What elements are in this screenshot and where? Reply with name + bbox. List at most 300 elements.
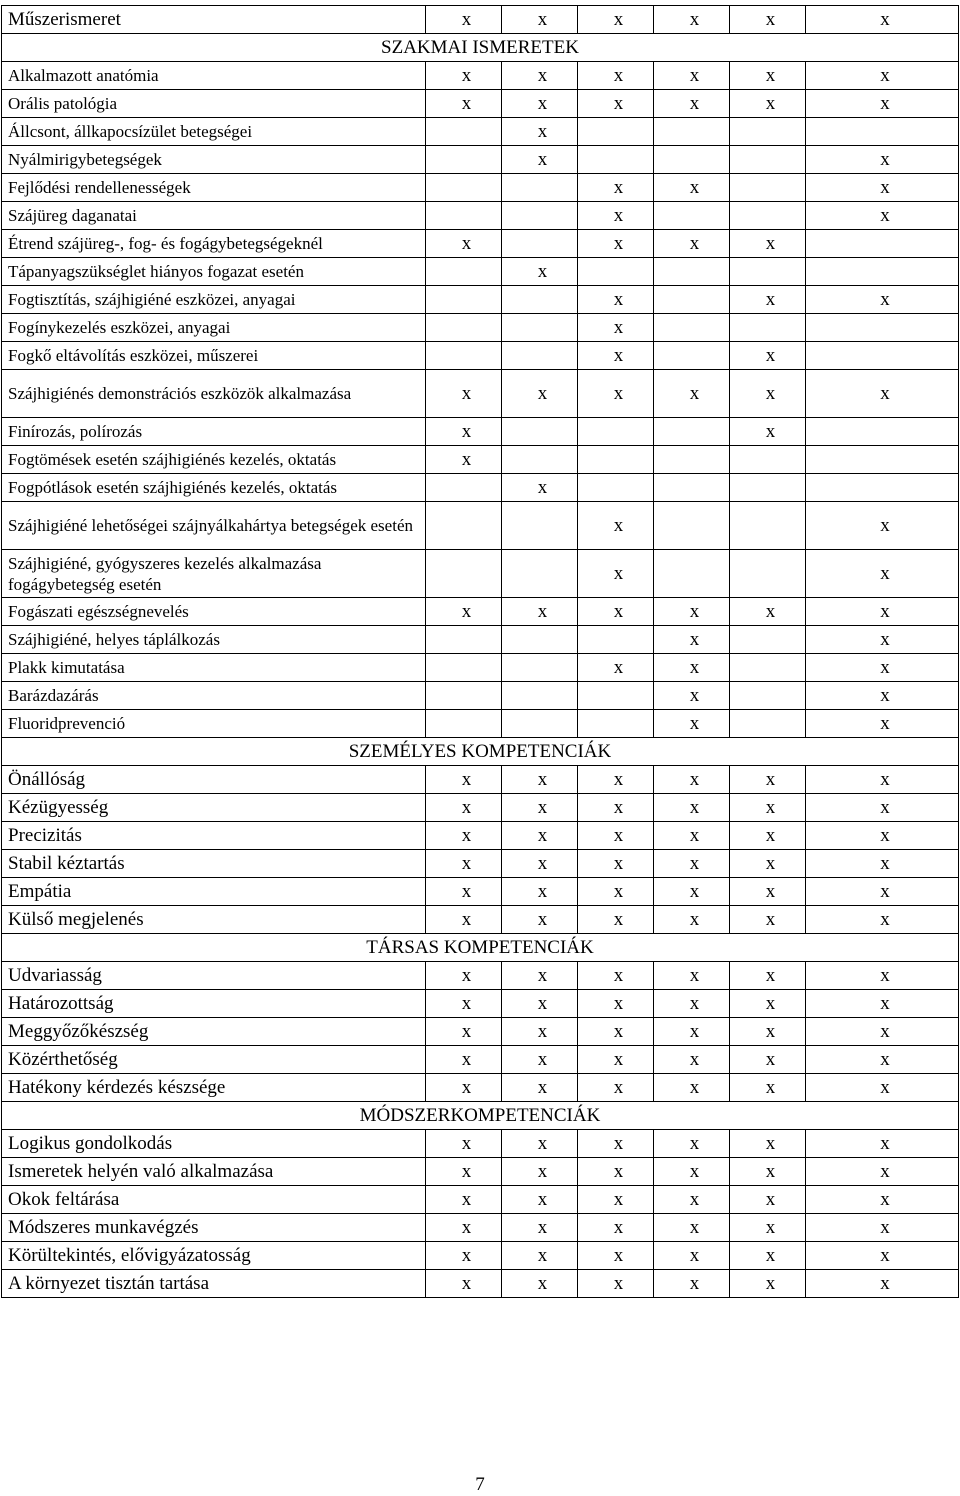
mark-cell: x [578, 1214, 654, 1242]
row-label: Határozottság [2, 990, 426, 1018]
mark-cell: x [806, 6, 959, 34]
mark-cell: x [502, 766, 578, 794]
mark-cell: x [730, 1242, 806, 1270]
table-row [2, 1046, 959, 1074]
mark-cell [654, 446, 730, 474]
mark-cell: x [578, 550, 654, 598]
row-label: Kézügyesség [2, 794, 426, 822]
section-heading: SZEMÉLYES KOMPETENCIÁK [2, 738, 959, 766]
mark-cell: x [654, 1186, 730, 1214]
table-row [2, 474, 959, 502]
mark-cell [730, 258, 806, 286]
mark-cell [806, 230, 959, 258]
mark-cell [502, 314, 578, 342]
mark-cell [502, 202, 578, 230]
mark-cell: x [426, 766, 502, 794]
row-label: Szájüreg daganatai [2, 202, 426, 230]
row-label: Hatékony kérdezés készsége [2, 1074, 426, 1102]
mark-cell: x [502, 1214, 578, 1242]
mark-cell: x [806, 1130, 959, 1158]
mark-cell: x [730, 1130, 806, 1158]
row-label: Orális patológia [2, 90, 426, 118]
mark-cell: x [502, 822, 578, 850]
mark-cell [426, 342, 502, 370]
mark-cell [730, 118, 806, 146]
mark-cell: x [654, 1270, 730, 1298]
mark-cell: x [730, 962, 806, 990]
mark-cell: x [654, 6, 730, 34]
section-header-row [2, 934, 959, 962]
mark-cell: x [806, 286, 959, 314]
mark-cell: x [578, 654, 654, 682]
mark-cell [502, 174, 578, 202]
table-row [2, 1074, 959, 1102]
mark-cell [654, 502, 730, 550]
mark-cell: x [502, 1018, 578, 1046]
mark-cell: x [654, 990, 730, 1018]
mark-cell: x [502, 1158, 578, 1186]
mark-cell [502, 682, 578, 710]
mark-cell: x [654, 1158, 730, 1186]
table-row [2, 654, 959, 682]
row-label: Állcsont, állkapocsízület betegségei [2, 118, 426, 146]
mark-cell [806, 418, 959, 446]
mark-cell: x [730, 822, 806, 850]
mark-cell: x [578, 1130, 654, 1158]
mark-cell [426, 202, 502, 230]
mark-cell [426, 682, 502, 710]
mark-cell: x [730, 62, 806, 90]
mark-cell [426, 654, 502, 682]
mark-cell: x [502, 62, 578, 90]
mark-cell: x [578, 598, 654, 626]
mark-cell: x [730, 418, 806, 446]
mark-cell: x [426, 850, 502, 878]
row-label: A környezet tisztán tartása [2, 1270, 426, 1298]
mark-cell: x [730, 90, 806, 118]
mark-cell: x [730, 1186, 806, 1214]
row-label: Fogkő eltávolítás eszközei, műszerei [2, 342, 426, 370]
mark-cell: x [806, 906, 959, 934]
mark-cell [806, 258, 959, 286]
mark-cell: x [806, 62, 959, 90]
table-row [2, 502, 959, 550]
row-label: Meggyőzőkészség [2, 1018, 426, 1046]
row-label: Fogínykezelés eszközei, anyagai [2, 314, 426, 342]
mark-cell [654, 258, 730, 286]
table-row [2, 1214, 959, 1242]
section-header-row [2, 738, 959, 766]
mark-cell: x [654, 598, 730, 626]
mark-cell: x [502, 6, 578, 34]
mark-cell [578, 118, 654, 146]
table-row [2, 906, 959, 934]
row-label: Precizitás [2, 822, 426, 850]
mark-cell [502, 286, 578, 314]
mark-cell: x [730, 1046, 806, 1074]
mark-cell: x [502, 1130, 578, 1158]
mark-cell: x [654, 1242, 730, 1270]
section-header-row [2, 1102, 959, 1130]
mark-cell [426, 258, 502, 286]
row-label: Udvariasság [2, 962, 426, 990]
mark-cell: x [578, 990, 654, 1018]
mark-cell: x [654, 850, 730, 878]
mark-cell: x [806, 502, 959, 550]
mark-cell: x [730, 766, 806, 794]
mark-cell [426, 146, 502, 174]
mark-cell: x [502, 598, 578, 626]
mark-cell: x [806, 1018, 959, 1046]
mark-cell [426, 626, 502, 654]
table-row [2, 258, 959, 286]
row-label: Fogtömések esetén szájhigiénés kezelés, oktatás [2, 446, 426, 474]
mark-cell [730, 550, 806, 598]
mark-cell: x [426, 822, 502, 850]
table-row [2, 1186, 959, 1214]
mark-cell: x [730, 6, 806, 34]
mark-cell: x [806, 550, 959, 598]
row-label: Szájhigiéné, helyes táplálkozás [2, 626, 426, 654]
mark-cell: x [806, 822, 959, 850]
mark-cell [502, 342, 578, 370]
mark-cell [426, 502, 502, 550]
mark-cell: x [502, 474, 578, 502]
table-row [2, 1130, 959, 1158]
mark-cell: x [654, 654, 730, 682]
row-label: Fejlődési rendellenességek [2, 174, 426, 202]
competency-table [1, 5, 959, 1298]
table-row [2, 230, 959, 258]
row-label: Plakk kimutatása [2, 654, 426, 682]
row-label: Szájhigiéné lehetőségei szájnyálkahártya betegségek esetén [2, 502, 426, 550]
mark-cell: x [806, 990, 959, 1018]
mark-cell: x [578, 1018, 654, 1046]
table-row [2, 418, 959, 446]
row-label: Stabil kéztartás [2, 850, 426, 878]
mark-cell [806, 342, 959, 370]
row-label: Nyálmirigybetegségek [2, 146, 426, 174]
row-label: Közérthetőség [2, 1046, 426, 1074]
mark-cell [654, 550, 730, 598]
mark-cell [502, 550, 578, 598]
table-body [2, 6, 959, 1298]
table-row [2, 1158, 959, 1186]
mark-cell [730, 202, 806, 230]
mark-cell: x [806, 370, 959, 418]
mark-cell [654, 202, 730, 230]
mark-cell: x [654, 682, 730, 710]
row-label: Szájhigiénés demonstrációs eszközök alkalmazása [2, 370, 426, 418]
mark-cell: x [426, 990, 502, 1018]
table-row [2, 710, 959, 738]
mark-cell: x [502, 794, 578, 822]
mark-cell: x [806, 626, 959, 654]
mark-cell [426, 550, 502, 598]
mark-cell: x [654, 766, 730, 794]
mark-cell [502, 446, 578, 474]
mark-cell: x [502, 370, 578, 418]
table-row [2, 990, 959, 1018]
mark-cell: x [806, 598, 959, 626]
mark-cell: x [806, 146, 959, 174]
mark-cell: x [502, 878, 578, 906]
mark-cell [502, 230, 578, 258]
mark-cell [730, 146, 806, 174]
mark-cell: x [654, 906, 730, 934]
mark-cell: x [806, 1270, 959, 1298]
mark-cell [654, 118, 730, 146]
mark-cell: x [426, 370, 502, 418]
mark-cell [578, 626, 654, 654]
mark-cell: x [654, 626, 730, 654]
mark-cell: x [654, 794, 730, 822]
mark-cell [730, 710, 806, 738]
mark-cell [654, 314, 730, 342]
mark-cell: x [502, 906, 578, 934]
mark-cell: x [806, 766, 959, 794]
mark-cell [502, 626, 578, 654]
mark-cell: x [426, 794, 502, 822]
row-label: Tápanyagszükséglet hiányos fogazat esetén [2, 258, 426, 286]
mark-cell: x [730, 1074, 806, 1102]
mark-cell: x [806, 1046, 959, 1074]
table-row [2, 1270, 959, 1298]
row-label: Étrend szájüreg-, fog- és fogágybetegségeknél [2, 230, 426, 258]
mark-cell: x [654, 1214, 730, 1242]
mark-cell [730, 502, 806, 550]
mark-cell: x [654, 230, 730, 258]
mark-cell [578, 258, 654, 286]
mark-cell: x [806, 174, 959, 202]
mark-cell: x [578, 850, 654, 878]
mark-cell: x [654, 62, 730, 90]
mark-cell: x [578, 878, 654, 906]
table-row [2, 822, 959, 850]
mark-cell [426, 314, 502, 342]
mark-cell: x [806, 1074, 959, 1102]
mark-cell: x [578, 1158, 654, 1186]
mark-cell [654, 286, 730, 314]
row-label: Fogpótlások esetén szájhigiénés kezelés, oktatás [2, 474, 426, 502]
mark-cell [502, 710, 578, 738]
mark-cell: x [426, 1130, 502, 1158]
mark-cell [578, 682, 654, 710]
mark-cell: x [730, 878, 806, 906]
mark-cell: x [654, 962, 730, 990]
mark-cell [730, 446, 806, 474]
mark-cell: x [578, 1270, 654, 1298]
mark-cell [806, 118, 959, 146]
mark-cell: x [578, 286, 654, 314]
mark-cell: x [578, 342, 654, 370]
mark-cell: x [578, 174, 654, 202]
mark-cell: x [806, 850, 959, 878]
mark-cell: x [426, 230, 502, 258]
mark-cell: x [730, 1270, 806, 1298]
row-label: Fogtisztítás, szájhigiéné eszközei, anyagai [2, 286, 426, 314]
mark-cell: x [806, 794, 959, 822]
mark-cell: x [730, 286, 806, 314]
mark-cell: x [654, 1046, 730, 1074]
mark-cell: x [578, 90, 654, 118]
page-number: 7 [475, 1474, 485, 1495]
mark-cell: x [806, 1214, 959, 1242]
mark-cell: x [426, 1158, 502, 1186]
mark-cell [578, 418, 654, 446]
mark-cell: x [426, 418, 502, 446]
mark-cell: x [578, 822, 654, 850]
row-label: Empátia [2, 878, 426, 906]
mark-cell: x [426, 962, 502, 990]
mark-cell: x [502, 1186, 578, 1214]
mark-cell: x [730, 230, 806, 258]
mark-cell: x [578, 62, 654, 90]
mark-cell: x [578, 1242, 654, 1270]
row-label: Finírozás, polírozás [2, 418, 426, 446]
table-row [2, 370, 959, 418]
mark-cell: x [426, 62, 502, 90]
mark-cell: x [730, 370, 806, 418]
table-row [2, 1242, 959, 1270]
row-label: Alkalmazott anatómia [2, 62, 426, 90]
mark-cell: x [730, 598, 806, 626]
mark-cell: x [806, 1158, 959, 1186]
mark-cell [426, 118, 502, 146]
mark-cell: x [806, 878, 959, 906]
mark-cell: x [730, 794, 806, 822]
mark-cell: x [502, 1242, 578, 1270]
mark-cell: x [730, 342, 806, 370]
section-header-row [2, 34, 959, 62]
mark-cell: x [578, 1186, 654, 1214]
mark-cell: x [806, 202, 959, 230]
table-row [2, 962, 959, 990]
table-row [2, 1018, 959, 1046]
mark-cell: x [578, 202, 654, 230]
mark-cell [426, 710, 502, 738]
mark-cell: x [654, 1018, 730, 1046]
mark-cell [502, 654, 578, 682]
mark-cell: x [806, 90, 959, 118]
table-row [2, 118, 959, 146]
mark-cell: x [426, 1186, 502, 1214]
mark-cell [730, 626, 806, 654]
mark-cell: x [654, 822, 730, 850]
mark-cell: x [578, 1046, 654, 1074]
mark-cell [654, 342, 730, 370]
mark-cell [426, 286, 502, 314]
mark-cell: x [654, 1130, 730, 1158]
table-row [2, 766, 959, 794]
mark-cell: x [654, 370, 730, 418]
mark-cell: x [654, 174, 730, 202]
mark-cell [730, 682, 806, 710]
mark-cell: x [654, 710, 730, 738]
mark-cell: x [578, 230, 654, 258]
table-row [2, 850, 959, 878]
mark-cell: x [578, 962, 654, 990]
mark-cell: x [502, 962, 578, 990]
row-label: Ismeretek helyén való alkalmazása [2, 1158, 426, 1186]
mark-cell [806, 474, 959, 502]
mark-cell: x [654, 878, 730, 906]
mark-cell: x [730, 1018, 806, 1046]
mark-cell: x [654, 90, 730, 118]
row-label: Külső megjelenés [2, 906, 426, 934]
table-row [2, 286, 959, 314]
mark-cell: x [426, 1018, 502, 1046]
mark-cell [730, 474, 806, 502]
mark-cell: x [730, 1158, 806, 1186]
mark-cell: x [730, 850, 806, 878]
mark-cell: x [426, 878, 502, 906]
row-label: Fluoridprevenció [2, 710, 426, 738]
mark-cell: x [426, 90, 502, 118]
mark-cell [578, 474, 654, 502]
mark-cell: x [426, 1074, 502, 1102]
row-label: Önállóság [2, 766, 426, 794]
mark-cell [806, 314, 959, 342]
mark-cell: x [806, 710, 959, 738]
table-row [2, 682, 959, 710]
mark-cell: x [426, 6, 502, 34]
table-row [2, 174, 959, 202]
mark-cell: x [426, 446, 502, 474]
mark-cell [654, 146, 730, 174]
mark-cell: x [578, 502, 654, 550]
mark-cell: x [502, 118, 578, 146]
mark-cell: x [578, 314, 654, 342]
mark-cell [578, 710, 654, 738]
mark-cell: x [806, 1242, 959, 1270]
mark-cell: x [502, 1270, 578, 1298]
mark-cell [730, 174, 806, 202]
mark-cell [426, 474, 502, 502]
table-row [2, 550, 959, 598]
mark-cell: x [730, 990, 806, 1018]
row-label: Logikus gondolkodás [2, 1130, 426, 1158]
mark-cell: x [654, 1074, 730, 1102]
mark-cell: x [806, 654, 959, 682]
mark-cell: x [578, 6, 654, 34]
mark-cell: x [426, 598, 502, 626]
mark-cell [578, 446, 654, 474]
mark-cell: x [806, 962, 959, 990]
mark-cell: x [426, 1214, 502, 1242]
mark-cell: x [806, 682, 959, 710]
mark-cell: x [730, 1214, 806, 1242]
mark-cell [426, 174, 502, 202]
mark-cell: x [578, 906, 654, 934]
table-row [2, 626, 959, 654]
mark-cell: x [426, 906, 502, 934]
table-row [2, 446, 959, 474]
mark-cell [578, 146, 654, 174]
mark-cell: x [578, 370, 654, 418]
mark-cell: x [730, 906, 806, 934]
mark-cell: x [502, 990, 578, 1018]
table-row [2, 598, 959, 626]
table-row [2, 878, 959, 906]
row-label: Szájhigiéné, gyógyszeres kezelés alkalmazása fogágybetegség esetén [2, 550, 426, 598]
mark-cell [730, 654, 806, 682]
mark-cell: x [502, 258, 578, 286]
table-row [2, 6, 959, 34]
table-row [2, 314, 959, 342]
table-row [2, 90, 959, 118]
mark-cell [502, 502, 578, 550]
